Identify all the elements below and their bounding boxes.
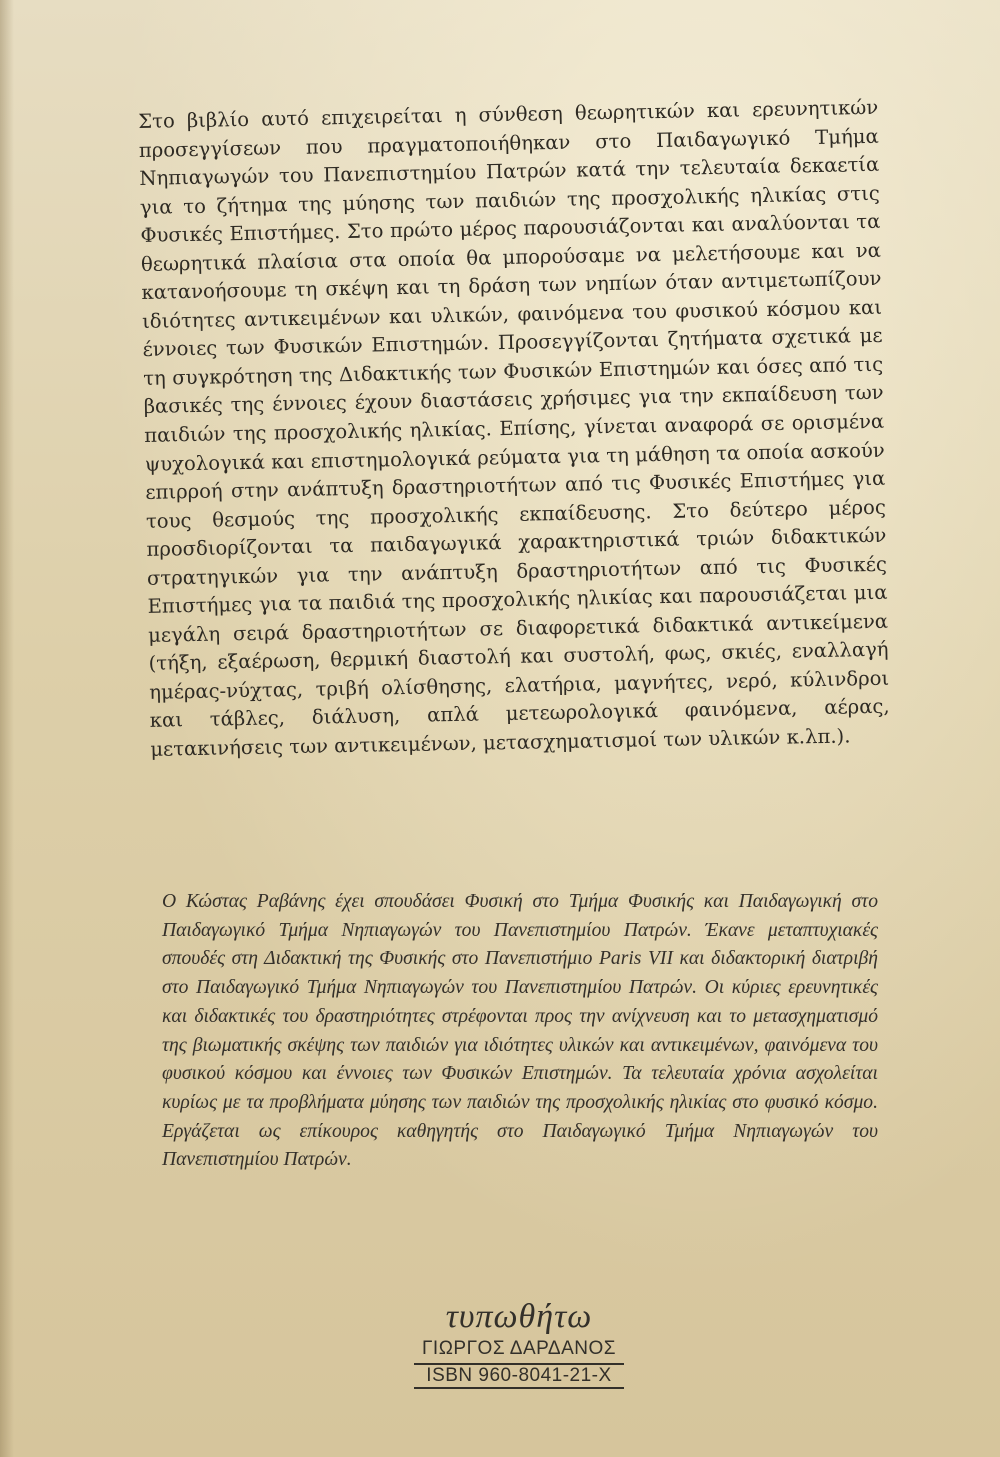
publisher-name: ΓΙΩΡΓΟΣ ΔΑΡΔΑΝΟΣ: [421, 1338, 617, 1359]
isbn-number: ISBN 960-8041-21-X: [414, 1363, 624, 1389]
book-summary-paragraph: Στο βιβλίο αυτό επιχειρείται η σύνθεση θεωρητικών και ερευνητικών προσεγγίσεων που πραγματοποιήθηκαν στο Παιδαγωγικό Τμήμα Νηπιαγωγών του Πανεπιστημίου Πατρών κατά την τελευταία δεκαετία για το ζήτημα της μύησης των παιδιών της προσχολικής ηλικίας στις Φυσικές Επιστήμες. Στο πρώτο μέρος παρουσιάζονται και αναλύονται τα θεωρητικά πλαίσια στα οποία θα μπορούσαμε να μελετήσουμε και να κατανοήσουμε τη σκέψη και τη δράση των νηπίων όταν αντιμετωπίζουν ιδιότητες αντικειμένων και υλικών, φαινόμενα του φυσικού κόσμου και έννοιες των Φυσικών Επιστημών. Προσεγγίζονται ζητήματα σχετικά με τη συγκρότηση της Διδακτικής των Φυσικών Επιστημών και όσες από τις βασικές της έννοιες έχουν διαστάσεις χρήσιμες για την εκπαίδευση των παιδιών της προσχολικής ηλικίας. Επίσης, γίνεται αναφορά σε ορισμένα ψυχολογικά και επιστημολογικά ρεύματα για τη μάθηση τα οποία ασκούν επιρροή στην ανάπτυξη δραστηριοτήτων από τις Φυσικές Επιστήμες για τους θεσμούς της προσχολικής εκπαίδευσης. Στο δεύτερο μέρος προσδιορίζονται τα παιδαγωγικά χαρακτηριστικά τριών διδακτικών στρατηγικών για την ανάπτυξη δραστηριοτήτων από τις Φυσικές Επιστήμες για τα παιδιά της προσχολικής ηλικίας και παρουσιάζεται μια μεγάλη σειρά δραστηριοτήτων σε διαφορετικά διδακτικά αντικείμενα (τήξη, εξαέρωση, θερμική διαστολή και συστολή, φως, σκιές, εναλλαγή ημέρας-νύχτας, τριβή ολίσθησης, ελατήρια, μαγνήτες, νερό, κύλινδροι και τάβλες, διάλυση, απλά μετεωρολογικά φαινόμενα, αέρας, μετακινήσεις των αντικειμένων, μετασχηματισμοί των υλικών κ.λπ.).: [138, 95, 890, 761]
page-edge-shadow: [0, 0, 14, 1457]
author-bio-paragraph: Ο Κώστας Ραβάνης έχει σπουδάσει Φυσική στο Τμήμα Φυσικής και Παιδαγωγική στο Παιδαγωγικό Τμήμα Νηπιαγωγών του Πανεπιστημίου Πατρών. Έκανε μεταπτυχιακές σπουδές στη Διδακτική της Φυσικής στο Πανεπιστήμιο Paris VII και διδακτορική διατριβή στο Παιδαγωγικό Τμήμα Νηπιαγωγών του Πανεπιστημίου Πατρών. Οι κύριες ερευνητικές και διδακτικές του δραστηριότητες στρέφονται προς την ανίχνευση και το μετασχηματισμό της βιωματικής σκέψης των παιδιών για ιδιότητες υλικών και αντικειμένων, φαινόμενα του φυσικού κόσμου και έννοιες των Φυσικών Επιστημών. Τα τελευταία χρόνια ασχολείται κυρίως με τα προβλήματα μύησης των παιδιών της προσχολικής ηλικίας στο φυσικό κόσμο. Εργάζεται ως επίκουρος καθηγητής στο Παιδαγωγικό Τμήμα Νηπιαγωγών του Πανεπιστημίου Πατρών.: [162, 891, 878, 1171]
imprint-series-title: τυπωθήτω: [445, 1298, 593, 1335]
publisher-imprint: [414, 1298, 624, 1389]
